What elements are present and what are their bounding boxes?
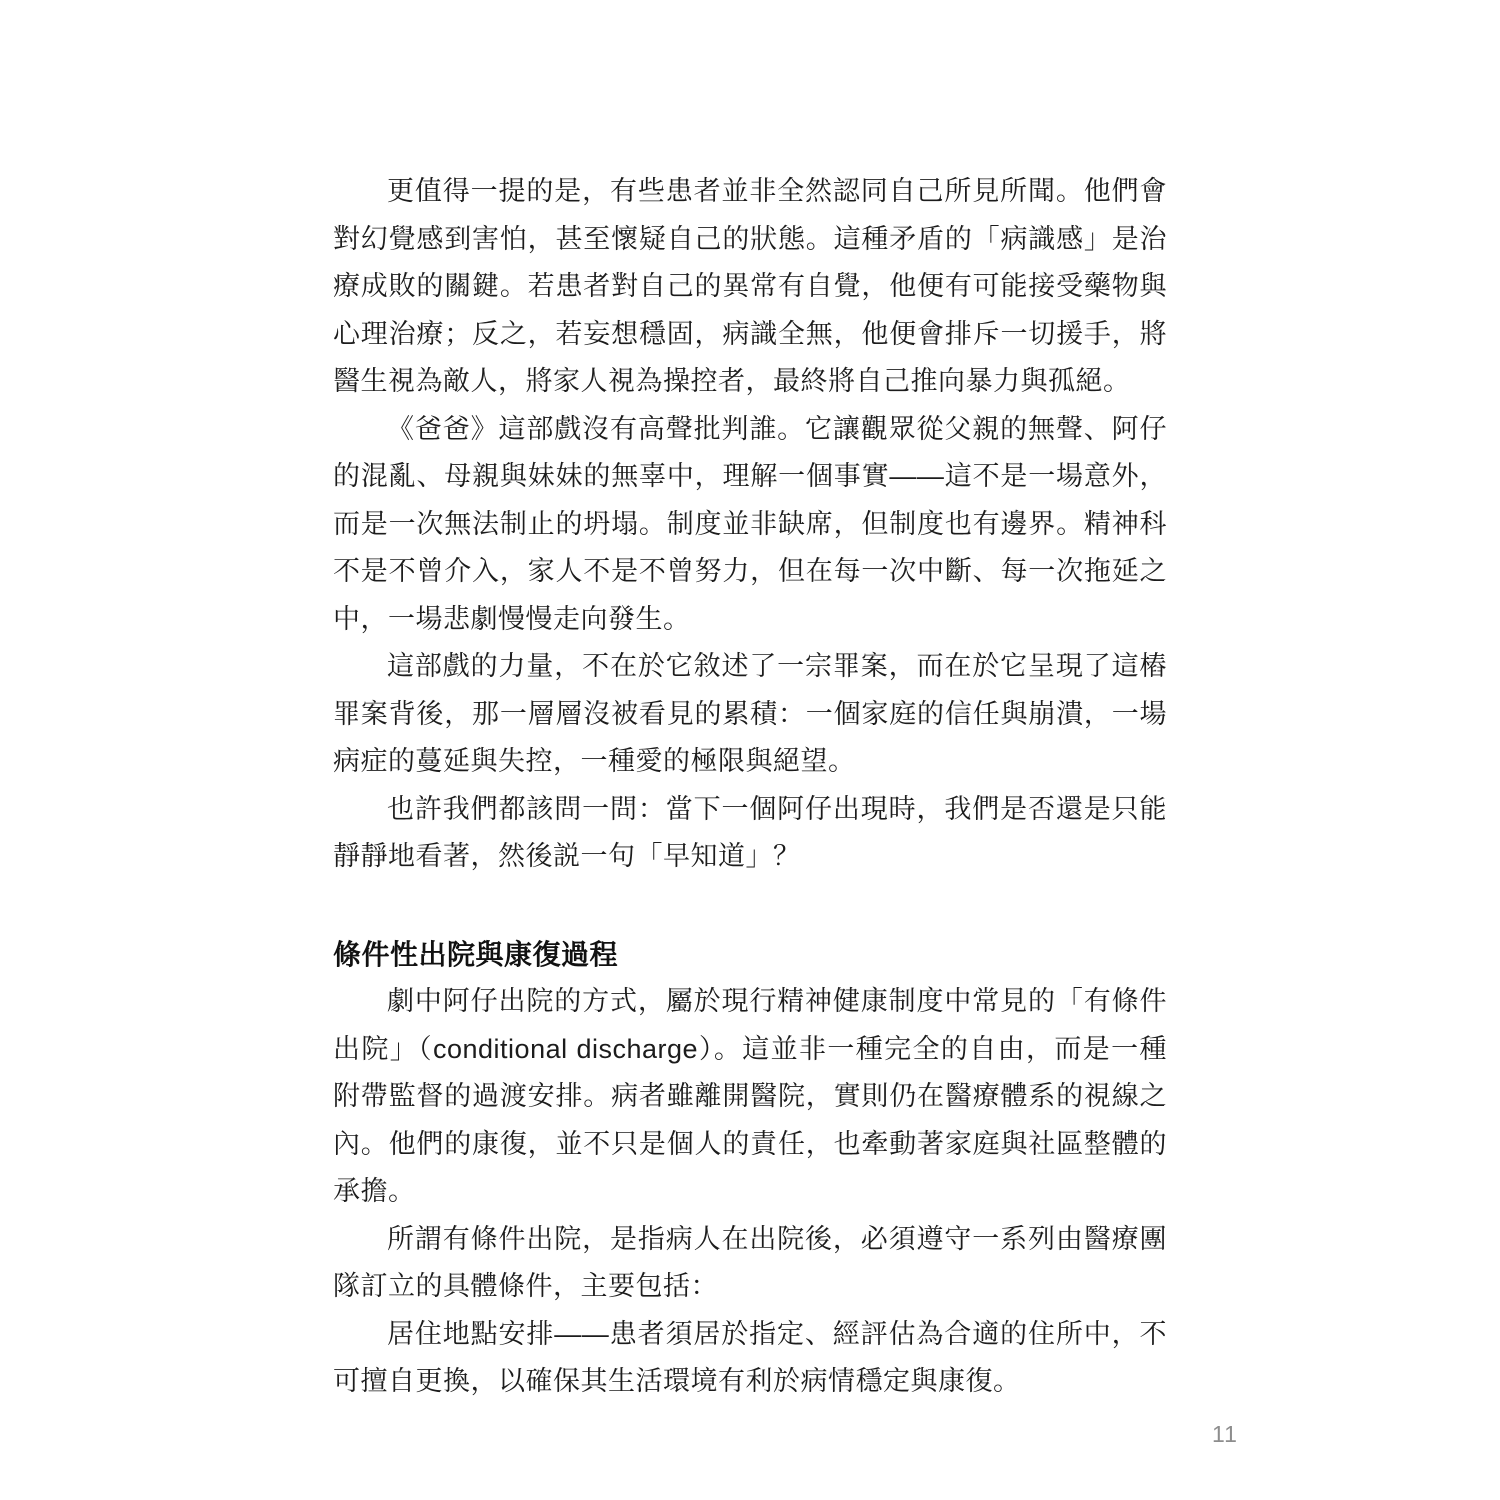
- paragraph: 《爸爸》這部戲沒有高聲批判誰。它讓觀眾從父親的無聲、阿仔的混亂、母親與妹妹的無辜中，理解一個事實——這不是一場意外，而是一次無法制止的坍塌。制度並非缺席，但制度也有邊界。精神科不是不曾介入，家人不是不曾努力，但在每一次中斷、每一次拖延之中，一場悲劇慢慢走向發生。: [333, 413, 1167, 634]
- section-heading: 條件性出院與康復過程: [333, 938, 619, 970]
- page-number: 11: [1212, 1421, 1238, 1447]
- paragraph: 更值得一提的是，有些患者並非全然認同自己所見所聞。他們會對幻覺感到害怕，甚至懷疑自己的狀態。這種矛盾的「病識感」是治療成敗的關鍵。若患者對自己的異常有自覺，他便有可能接受藥物與心理治療；反之，若妄想穩固，病識全無，他便會排斥一切援手，將醫生視為敵人，將家人視為操控者，最終將自己推向暴力與孤絕。: [333, 176, 1167, 396]
- paragraph: 劇中阿仔出院的方式，屬於現行精神健康制度中常見的「有條件出院」（conditional discharge）。這並非一種完全的自由，而是一種附帶監督的過渡安排。病者雖離開醫院，實則仍在醫療體系的視線之內。他們的康復，並不只是個人的責任，也牽動著家庭與社區整體的承擔。: [333, 986, 1167, 1206]
- paragraph: 居住地點安排——患者須居於指定、經評估為合適的住所中，不可擅自更換，以確保其生活環境有利於病情穩定與康復。: [333, 1318, 1167, 1396]
- paragraph: 也許我們都該問一問：當下一個阿仔出現時，我們是否還是只能靜靜地看著，然後説一句「早知道」？: [333, 793, 1167, 871]
- paragraph: 這部戲的力量，不在於它敘述了一宗罪案，而在於它呈現了這樁罪案背後，那一層層沒被看見的累積：一個家庭的信任與崩潰，一場病症的蔓延與失控，一種愛的極限與絕望。: [333, 651, 1167, 776]
- paragraph: 所謂有條件出院，是指病人在出院後，必須遵守一系列由醫療團隊訂立的具體條件，主要包括：: [333, 1223, 1167, 1301]
- text-column: [333, 168, 1167, 1406]
